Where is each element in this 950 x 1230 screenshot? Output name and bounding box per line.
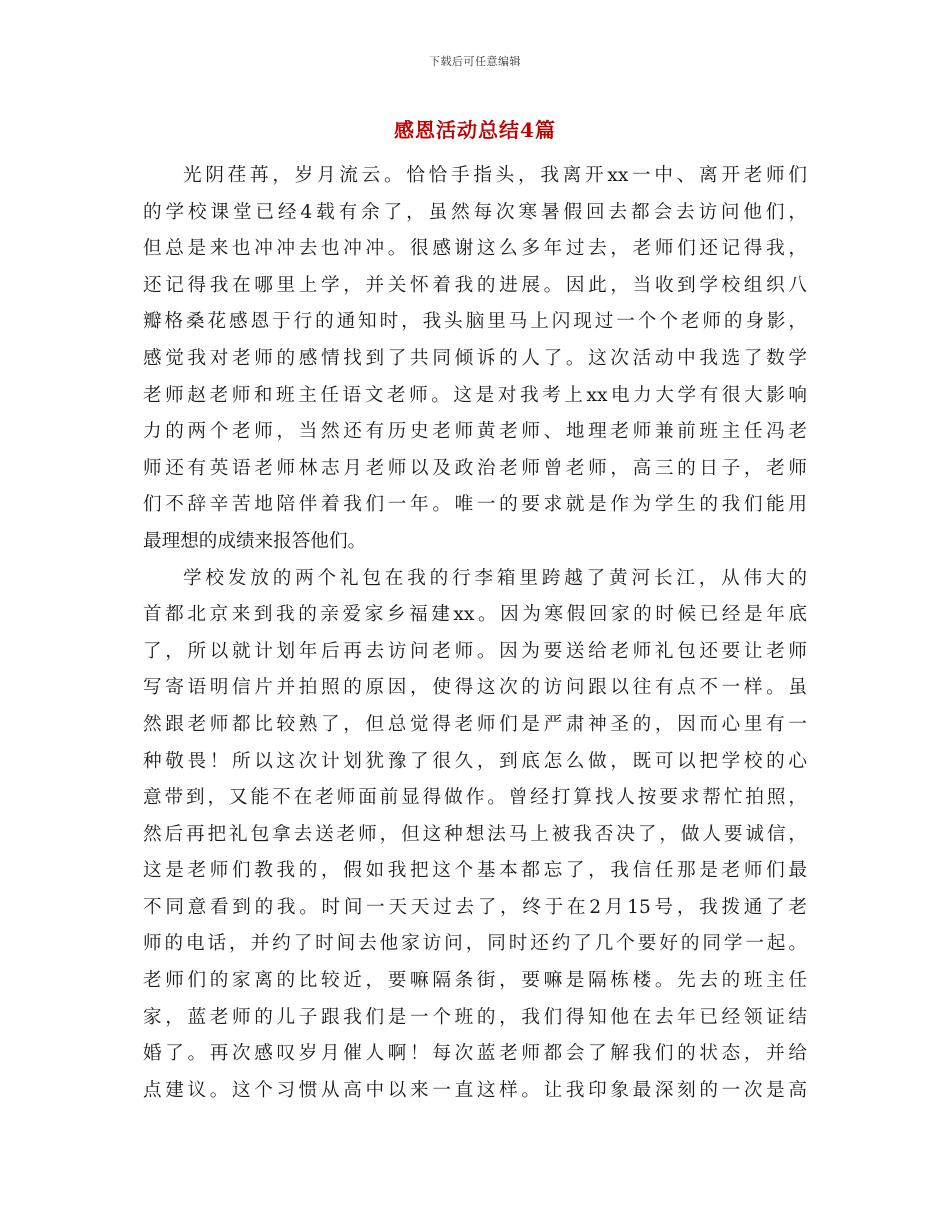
text-line: 师的电话，并约了时间去他家访问，同时还约了几个要好的同学一起。 [143,933,807,955]
text-line: 还记得我在哪里上学，并关怀着我的进展。因此，当收到学校组织八 [143,274,807,296]
text-line: 写寄语明信片并拍照的原因，使得这次的访问跟以往有点不一样。虽 [143,677,807,699]
text-line: 首都北京来到我的亲爱家乡福建xx。因为寒假回家的时候已经是年底 [143,604,807,626]
text-line: 的学校课堂已经4载有余了，虽然每次寒暑假回去都会去访问他们， [143,201,807,223]
text-line: 瓣格桑花感恩于行的通知时，我头脑里马上闪现过一个个老师的身影， [143,311,807,333]
text-line: 们不辞辛苦地陪伴着我们一年。唯一的要求就是作为学生的我们能用 [143,494,807,516]
text-line: 然后再把礼包拿去送老师，但这种想法马上被我否决了，做人要诚信， [143,823,807,845]
text-line: 点建议。这个习惯从高中以来一直这样。让我印象最深刻的一次是高 [143,1079,807,1101]
text-line: 老师们的家离的比较近，要嘛隔条街，要嘛是隔栋楼。先去的班主任 [143,970,807,992]
text-line: 学校发放的两个礼包在我的行李箱里跨越了黄河长江，从伟大的 [183,567,807,589]
text-line: 婚了。再次感叹岁月催人啊！每次蓝老师都会了解我们的状态，并给 [143,1043,807,1065]
text-line: 这是老师们教我的，假如我把这个基本都忘了，我信任那是老师们最 [143,860,807,882]
text-line: 家，蓝老师的儿子跟我们是一个班的，我们得知他在去年已经领证结 [143,1006,807,1028]
text-line: 最理想的成绩来报答他们。 [143,530,367,552]
text-line: 意带到，又能不在老师面前显得做作。曾经打算找人按要求帮忙拍照， [143,787,807,809]
document-title: 感恩活动总结4篇 [394,118,556,142]
paragraph-1 [143,158,807,561]
page-header-note: 下载后可任意编辑 [429,55,521,68]
text-line: 但总是来也冲冲去也冲冲。很感谢这么多年过去，老师们还记得我， [143,238,807,260]
text-line: 师还有英语老师林志月老师以及政治老师曾老师，高三的日子，老师 [143,457,807,479]
text-line: 然跟老师都比较熟了，但总觉得老师们是严肃神圣的，因而心里有一 [143,713,807,735]
paragraph-2 [143,561,807,1110]
text-line: 不同意看到的我。时间一天天过去了，终于在2月15号，我拨通了老 [143,896,807,918]
document-body [143,158,807,1109]
text-line: 种敬畏！所以这次计划犹豫了很久，到底怎么做，既可以把学校的心 [143,750,807,772]
text-line: 光阴荏苒，岁月流云。恰恰手指头，我离开xx一中、离开老师们 [183,165,807,186]
text-line: 老师赵老师和班主任语文老师。这是对我考上xx电力大学有很大影响 [143,384,807,406]
text-line: 感觉我对老师的感情找到了共同倾诉的人了。这次活动中我选了数学 [143,347,807,369]
text-line: 了，所以就计划年后再去访问老师。因为要送给老师礼包还要让老师 [143,640,807,662]
text-line: 力的两个老师，当然还有历史老师黄老师、地理老师兼前班主任冯老 [143,421,807,443]
